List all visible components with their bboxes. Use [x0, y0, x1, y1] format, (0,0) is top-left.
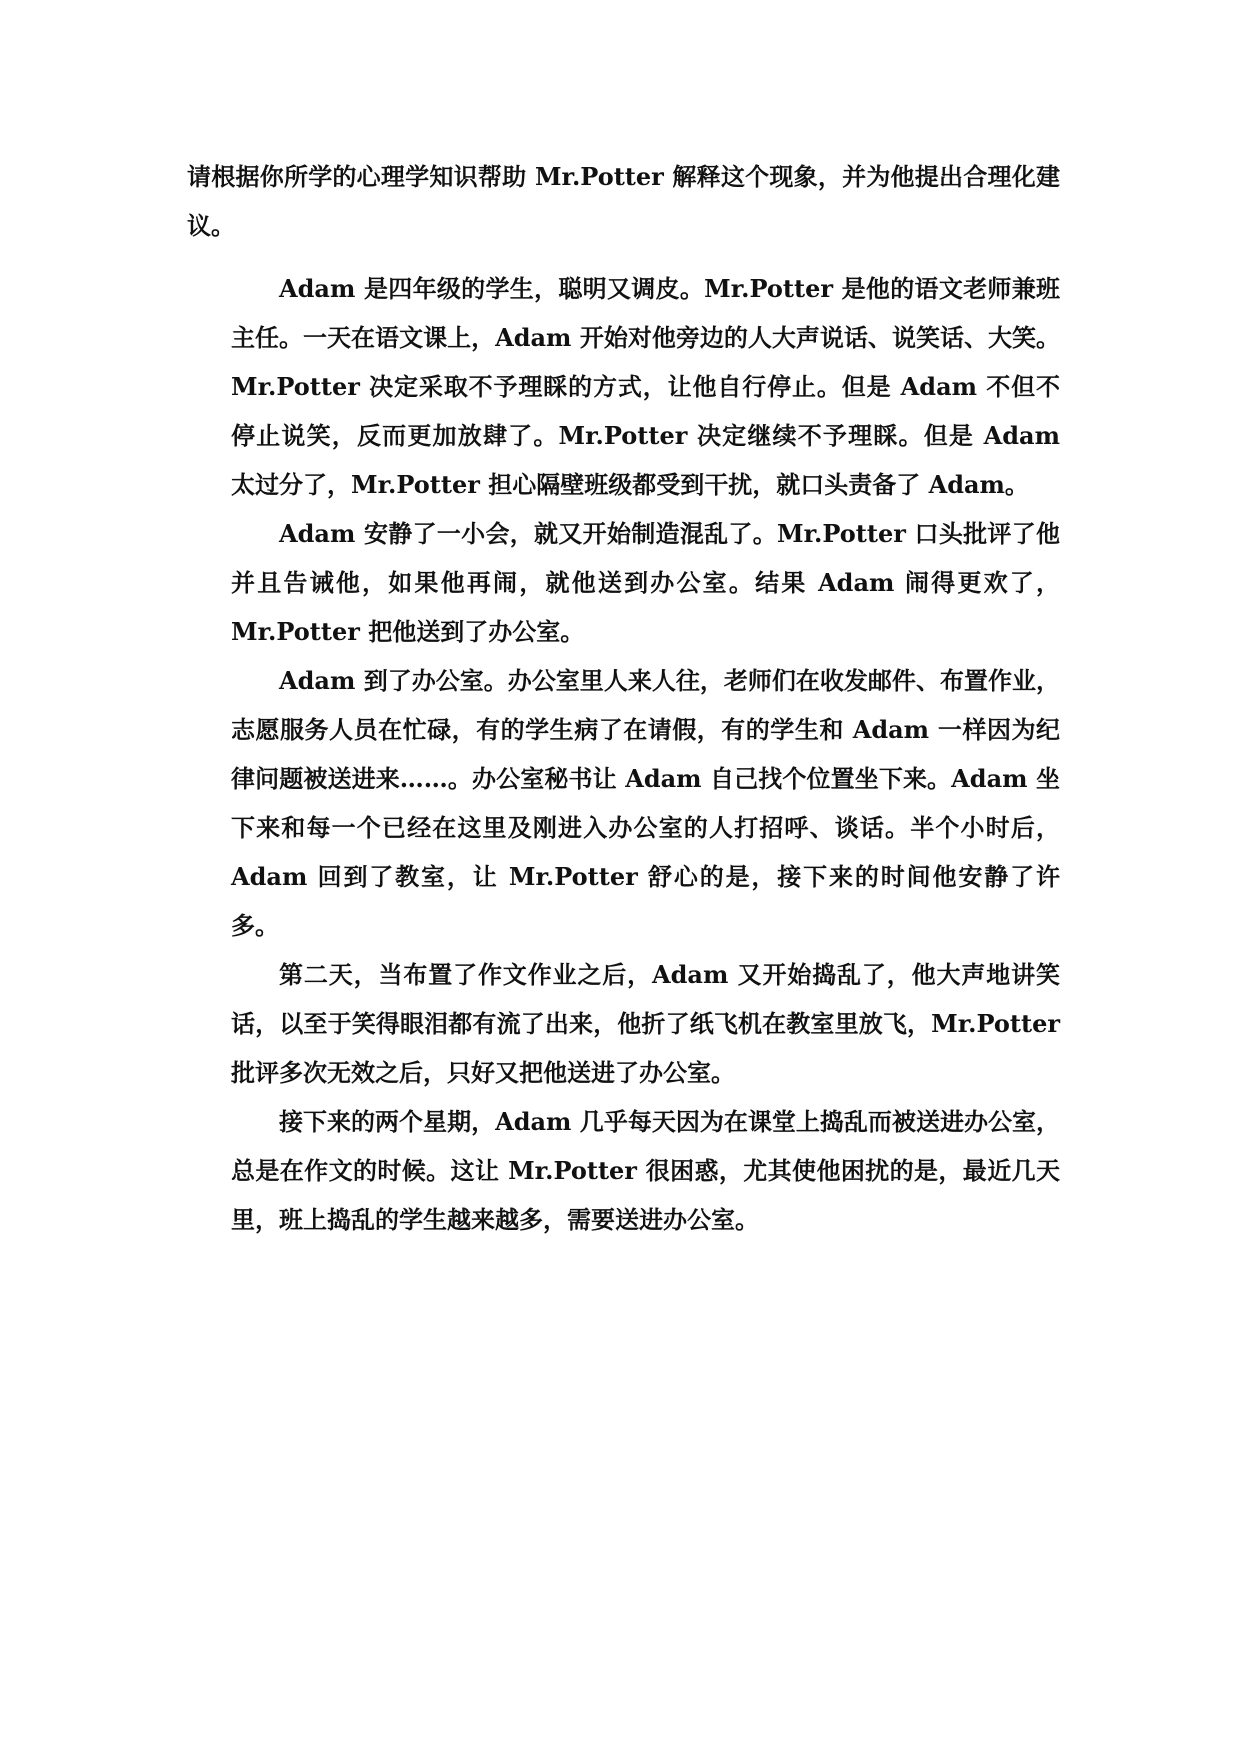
case-description	[231, 264, 1060, 1244]
case-paragraph-1: Adam 是四年级的学生，聪明又调皮。Mr.Potter 是他的语文老师兼班主任。一天在语文课上，Adam 开始对他旁边的人大声说话、说笑话、大笑。Mr.Potter 决定采取不予理睬的方式，让他自行停止。但是 Adam 不但不停止说笑，反而更加放肆了。Mr.Potter 决定继续不予理睬。但是 Adam 太过分了，Mr.Potter 担心隔壁班级都受到干扰，就口头责备了 Adam。	[231, 274, 1060, 499]
case-paragraph-5: 接下来的两个星期，Adam 几乎每天因为在课堂上捣乱而被送进办公室，总是在作文的时候。这让 Mr.Potter 很困惑，尤其使他困扰的是，最近几天里，班上捣乱的学生越来越多，需要送进办公室。	[231, 1107, 1060, 1234]
case-paragraph-2: Adam 安静了一小会，就又开始制造混乱了。Mr.Potter 口头批评了他并且告诫他，如果他再闹，就他送到办公室。结果 Adam 闹得更欢了，Mr.Potter 把他送到了办公室。	[231, 519, 1060, 646]
case-paragraph-4: 第二天，当布置了作文作业之后，Adam 又开始捣乱了，他大声地讲笑话，以至于笑得眼泪都有流了出来，他折了纸飞机在教室里放飞，Mr.Potter 批评多次无效之后，只好又把他送进了办公室。	[231, 960, 1060, 1087]
case-paragraph-3: Adam 到了办公室。办公室里人来人往，老师们在收发邮件、布置作业，志愿服务人员在忙碌，有的学生病了在请假，有的学生和 Adam 一样因为纪律问题被送进来……。办公室秘书让 Adam 自己找个位置坐下来。Adam 坐下来和每一个已经在这里及刚进入办公室的人打招呼、谈话。半个小时后，Adam 回到了教室，让 Mr.Potter 舒心的是，接下来的时间他安静了许多。	[231, 666, 1060, 940]
question-prompt: 请根据你所学的心理学知识帮助 Mr.Potter 解释这个现象，并为他提出合理化建议。	[187, 162, 1060, 240]
